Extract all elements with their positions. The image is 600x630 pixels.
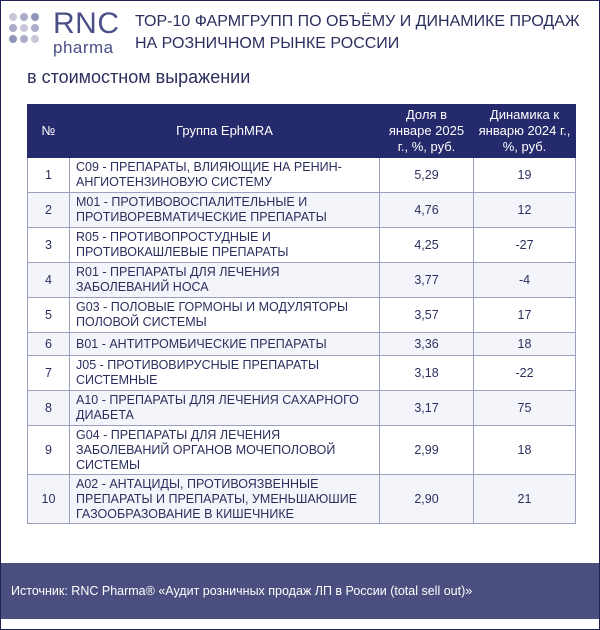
page-subtitle: в стоимостном выражении — [27, 67, 251, 87]
row-share: 3,18 — [380, 356, 474, 391]
row-group: B01 - АНТИТРОМБИЧЕСКИЕ ПРЕПАРАТЫ — [70, 333, 380, 356]
row-num: 4 — [28, 263, 70, 298]
logo-brand-name: RNC — [53, 7, 120, 40]
rnc-pharma-logo — [7, 9, 127, 55]
row-group: G03 - ПОЛОВЫЕ ГОРМОНЫ И МОДУЛЯТОРЫ ПОЛОВОЙ СИСТЕМЫ — [70, 298, 380, 333]
row-dynamics: 18 — [474, 426, 576, 475]
ranking-table — [27, 104, 576, 524]
row-dynamics: -27 — [474, 228, 576, 263]
row-num: 1 — [28, 158, 70, 193]
row-num: 6 — [28, 333, 70, 356]
row-dynamics: 75 — [474, 391, 576, 426]
table-row — [28, 263, 576, 298]
row-group: J05 - ПРОТИВОВИРУСНЫЕ ПРЕПАРАТЫ СИСТЕМНЫЕ — [70, 356, 380, 391]
table-row — [28, 228, 576, 263]
row-num: 8 — [28, 391, 70, 426]
table-row — [28, 193, 576, 228]
row-num: 9 — [28, 426, 70, 475]
table-row — [28, 426, 576, 475]
table-row — [28, 158, 576, 193]
row-share: 2,99 — [380, 426, 474, 475]
row-dynamics: -4 — [474, 263, 576, 298]
table-row — [28, 298, 576, 333]
row-share: 3,57 — [380, 298, 474, 333]
row-dynamics: -22 — [474, 356, 576, 391]
row-group: A10 - ПРЕПАРАТЫ ДЛЯ ЛЕЧЕНИЯ САХАРНОГО ДИАБЕТА — [70, 391, 380, 426]
header-dynamics: Динамика к январю 2024 г., %, руб. — [474, 105, 576, 158]
logo-dots-icon — [9, 13, 53, 57]
row-share: 3,36 — [380, 333, 474, 356]
row-dynamics: 18 — [474, 333, 576, 356]
row-share: 2,90 — [380, 475, 474, 524]
row-num: 7 — [28, 356, 70, 391]
header — [7, 9, 593, 61]
row-dynamics: 17 — [474, 298, 576, 333]
row-dynamics: 12 — [474, 193, 576, 228]
row-share: 4,76 — [380, 193, 474, 228]
header-group: Группа EphMRA — [70, 105, 380, 158]
row-group: C09 - ПРЕПАРАТЫ, ВЛИЯЮЩИЕ НА РЕНИН-АНГИОТЕНЗИНОВУЮ СИСТЕМУ — [70, 158, 380, 193]
table-row — [28, 475, 576, 524]
row-num: 10 — [28, 475, 70, 524]
table-header-row — [28, 105, 576, 158]
logo-brand-sub: pharma — [53, 38, 114, 57]
row-group: A02 - АНТАЦИДЫ, ПРОТИВОЯЗВЕННЫЕ ПРЕПАРАТЫ И ПРЕПАРАТЫ, УМЕНЬШАЮШИЕ ГАЗООБРАЗОВАНИЕ В КИШЕЧНИКЕ — [70, 475, 380, 524]
table-row — [28, 391, 576, 426]
row-group: G04 - ПРЕПАРАТЫ ДЛЯ ЛЕЧЕНИЯ ЗАБОЛЕВАНИЙ ОРГАНОВ МОЧЕПОЛОВОЙ СИСТЕМЫ — [70, 426, 380, 475]
row-group: R01 - ПРЕПАРАТЫ ДЛЯ ЛЕЧЕНИЯ ЗАБОЛЕВАНИЙ НОСА — [70, 263, 380, 298]
page-title: ТОР-10 ФАРМГРУПП ПО ОБЪЁМУ И ДИНАМИКЕ ПРОДАЖ НА РОЗНИЧНОМ РЫНКЕ РОССИИ — [135, 13, 580, 52]
table-row — [28, 333, 576, 356]
row-num: 2 — [28, 193, 70, 228]
row-group: R05 - ПРОТИВОПРОСТУДНЫЕ И ПРОТИВОКАШЛЕВЫЕ ПРЕПАРАТЫ — [70, 228, 380, 263]
row-share: 3,17 — [380, 391, 474, 426]
row-share: 4,25 — [380, 228, 474, 263]
row-num: 5 — [28, 298, 70, 333]
logo-wordmark — [53, 9, 120, 56]
table-row — [28, 356, 576, 391]
row-num: 3 — [28, 228, 70, 263]
header-num: № — [28, 105, 70, 158]
row-group: M01 - ПРОТИВОВОСПАЛИТЕЛЬНЫЕ И ПРОТИВОРЕВМАТИЧЕСКИЕ ПРЕПАРАТЫ — [70, 193, 380, 228]
source-footer: Источник: RNC Pharma® «Аудит розничных продаж ЛП в России (total sell out)» — [1, 563, 599, 619]
row-dynamics: 21 — [474, 475, 576, 524]
row-share: 3,77 — [380, 263, 474, 298]
ranking-table-container — [27, 104, 575, 524]
row-share: 5,29 — [380, 158, 474, 193]
row-dynamics: 19 — [474, 158, 576, 193]
header-share: Доля в январе 2025 г., %, руб. — [380, 105, 474, 158]
